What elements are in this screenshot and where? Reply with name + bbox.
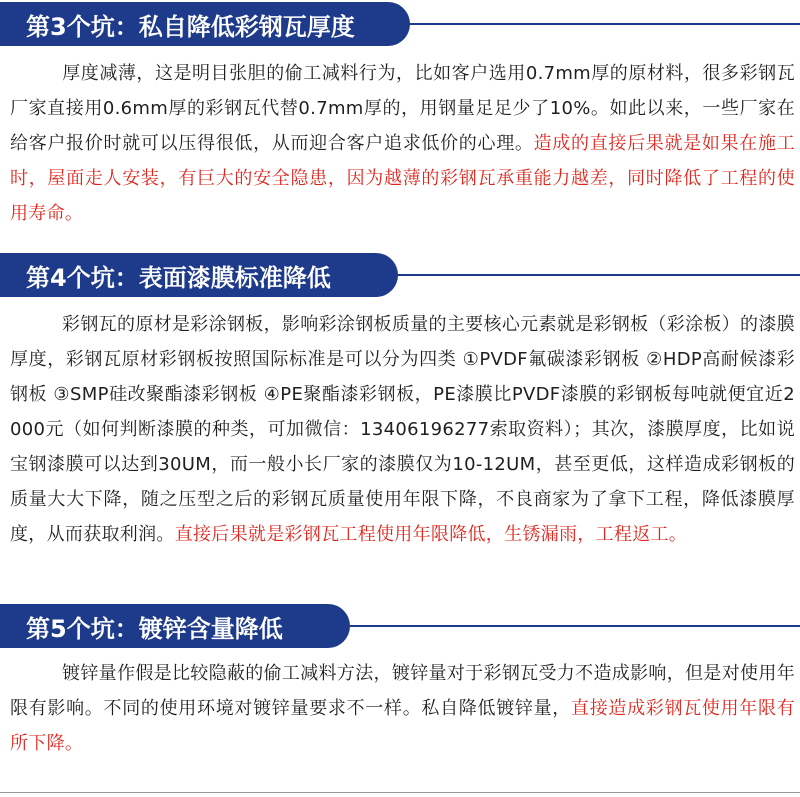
section5-highlight-text: 直接造成彩钢瓦使用年限有所下降。	[10, 698, 795, 754]
section3-highlight-text: 造成的直接后果就是如果在施工时，屋面走人安装，有巨大的安全隐患，因为越薄的彩钢瓦承重能力越差，同时降低了工程的使用寿命。	[10, 133, 795, 224]
section4-highlight-text: 直接后果就是彩钢瓦工程使用年限降低，生锈漏雨，工程返工。	[174, 524, 688, 545]
section5-title-text: 第5个坑：镀锌含量降低	[26, 614, 283, 643]
section3-paragraph	[10, 56, 795, 231]
section3-title-text: 第3个坑：私自降低彩钢瓦厚度	[26, 12, 355, 41]
section5-title	[0, 604, 350, 648]
section5-body-text: 镀锌量作假是比较隐蔽的偷工减料方法，镀锌量对于彩钢瓦受力不造成影响，但是对使用年限有影响。不同的使用环境对镀锌量要求不一样。私自降低镀锌量，	[10, 663, 795, 719]
section4-body-text: 彩钢瓦的原材是彩涂钢板，影响彩涂钢板质量的主要核心元素就是彩钢板（彩涂板）的漆膜厚度，彩钢瓦原材彩钢板按照国际标准是可以分为四类 ①PVDF氟碳漆彩钢板 ②HDP高耐候漆彩钢板 ③SMP硅改聚酯漆彩钢板 ④PE聚酯漆彩钢板，PE漆膜比PVDF漆膜的彩钢板每吨就便宜近2000元（如何判断漆膜的种类，可加微信：13406196277索取资料）；其次，漆膜厚度，比如说宝钢漆膜可以达到30UM，而一般小长厂家的漆膜仅为10-12UM，甚至更低，这样造成彩钢板的质量大大下降，随之压型之后的彩钢瓦质量使用年限下降，不良商家为了拿下工程，降低漆膜厚度，从而获取利润。	[10, 314, 795, 545]
section4-paragraph	[10, 307, 795, 552]
section4-title	[0, 253, 398, 297]
section5-paragraph	[10, 656, 795, 761]
section3-title	[0, 2, 410, 46]
section4-title-text: 第4个坑：表面漆膜标准降低	[26, 263, 331, 292]
bottom-divider	[0, 792, 800, 793]
section3-body-text: 厚度减薄，这是明目张胆的偷工减料行为，比如客户选用0.7mm厚的原材料，很多彩钢瓦厂家直接用0.6mm厚的彩钢瓦代替0.7mm厚的，用钢量足足少了10%。如此以来，一些厂家在给客户报价时就可以压得很低，从而迎合客户追求低价的心理。	[10, 63, 795, 154]
